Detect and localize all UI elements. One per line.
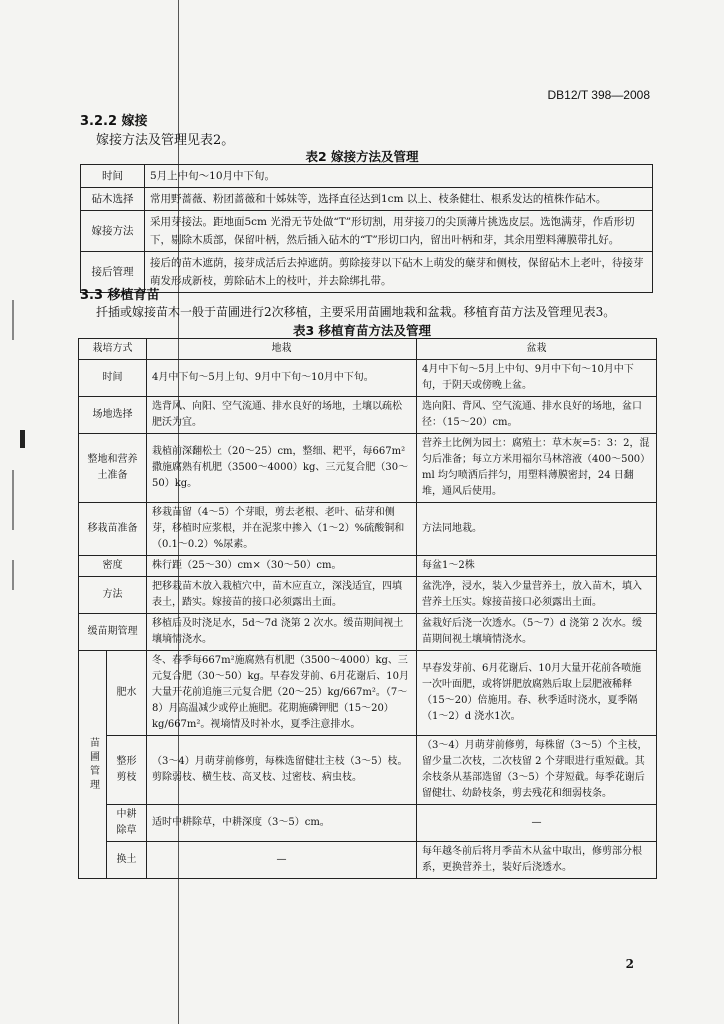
- row-label: 移栽苗准备: [79, 503, 147, 556]
- pot-cell: 每年越冬前后将月季苗木从盆中取出，修剪部分根系，更换营养土，装好后浇透水。: [417, 842, 657, 879]
- ground-cell: 移植后及时浇足水，5d～7d 浇第 2 次水。缓苗期间视土壤墒情浇水。: [147, 614, 417, 651]
- table-row: [79, 651, 657, 736]
- pot-cell: 早春发芽前、6月花谢后、10月大量开花前各喷施一次叶面肥，或将饼肥放腐熟后取上层肥液稀释（15～20）倍施用。春、秋季适时浇水，夏季隔（1～2）d 浇水1次。: [417, 651, 657, 736]
- table-row: [79, 397, 657, 434]
- table-row: [79, 842, 657, 879]
- row-label: 时间: [79, 360, 147, 397]
- row-label: 换土: [107, 842, 147, 879]
- standard-code: DB12/T 398—2008: [547, 88, 650, 102]
- pot-cell: （3～4）月萌芽前修剪，每株留（3～5）个主枝，留少量二次枝，二次枝留 2 个芽眼进行重短截。其余枝条从基部选留（3～5）个芽短截。每季花谢后留健壮、幼龄枝条，剪去残花和细弱枝条。: [417, 736, 657, 805]
- ground-cell: （3～4）月萌芽前修剪，每株选留健壮主枝（3～5）枝。剪除弱枝、横生枝、高叉枝、过密枝、病虫枝。: [147, 736, 417, 805]
- ground-cell: 选背风、向阳、空气流通、排水良好的场地，土壤以疏松肥沃为宜。: [147, 397, 417, 434]
- table2: [80, 164, 653, 293]
- ground-cell: 4月中下旬～5月上旬、9月中下旬～10月中下旬。: [147, 360, 417, 397]
- table-row: [81, 252, 653, 293]
- pot-cell: —: [417, 805, 657, 842]
- pot-cell: 盆洗净，浸水，装入少量营养土，放入苗木，填入营养土压实。嫁接苗接口必须露出土面。: [417, 577, 657, 614]
- pot-cell: 营养土比例为园土：腐殖土：草木灰=5：3：2，混匀后准备；每立方米用福尔马林溶液（400～500）ml 均匀喷洒后拌匀，用塑料薄膜密封，24 日翻堆，通风后使用。: [417, 434, 657, 503]
- header-mode: 栽培方式: [79, 339, 147, 360]
- ground-cell: 移栽苗留（4～5）个芽眼，剪去老根、老叶、砧芽和侧芽，移植时应浆根，并在泥浆中掺入（1～2）%硫酸铜和（0.1～0.2）%尿素。: [147, 503, 417, 556]
- ground-cell: 把移栽苗木放入栽植穴中，苗木应直立，深浅适宜，四填表土，踏实。嫁接苗的接口必须露出土面。: [147, 577, 417, 614]
- pot-cell: 每盆1～2株: [417, 556, 657, 577]
- row-label: 密度: [79, 556, 147, 577]
- table-row: [79, 556, 657, 577]
- table-row: [79, 805, 657, 842]
- section-text-322: 嫁接方法及管理见表2。: [96, 133, 235, 148]
- row-label: 方法: [79, 577, 147, 614]
- row-label: 嫁接方法: [81, 211, 145, 252]
- section-heading-33: 3.3 移植育苗: [80, 288, 160, 303]
- header-pot: 盆栽: [417, 339, 657, 360]
- row-content: 5月上中旬～10月中下旬。: [145, 165, 653, 188]
- ground-cell: 株行距（25～30）cm×（30～50）cm。: [147, 556, 417, 577]
- page-number: 2: [625, 957, 634, 971]
- row-content: 采用芽接法。距地面5cm 光滑无节处做“T”形切割，用芽接刀的尖顶薄片挑选皮层。选饱满芽，作盾形切下，剔除木质部，保留叶柄，然后插入砧木的“T”形切口内，留出叶柄和芽，其余用塑料薄膜带扎好。: [145, 211, 653, 252]
- pot-cell: 4月中下旬～5月上中旬、9月中下旬～10月中下旬，于阴天或傍晚上盆。: [417, 360, 657, 397]
- ground-cell: 冬、春季每667m²施腐熟有机肥（3500～4000）kg、三元复合肥（30～50）kg。早春发芽前、6月花谢后、10月大量开花前追施三元复合肥（20～25）kg/667m²。（7～8）月高温减少或停止施肥。花期施磷钾肥（15～20）kg/667m²。视墒情及时补水，夏季注意排水。: [147, 651, 417, 736]
- table2-caption: 表2 嫁接方法及管理: [305, 149, 419, 164]
- row-label: 场地选择: [79, 397, 147, 434]
- nursery-group-cell: [79, 651, 107, 879]
- row-label: 整地和营养土准备: [79, 434, 147, 503]
- row-label: 缓苗期管理: [79, 614, 147, 651]
- pot-cell: 方法同地栽。: [417, 503, 657, 556]
- row-label: 肥水: [107, 651, 147, 736]
- row-label: 整形剪枝: [107, 736, 147, 805]
- table-row: [79, 503, 657, 556]
- table-row: [79, 614, 657, 651]
- header-ground: 地栽: [147, 339, 417, 360]
- table-row: [81, 188, 653, 211]
- ground-cell: 栽植前深翻松土（20～25）cm，整细、耙平，每667m²撒施腐熟有机肥（3500～4000）kg、三元复合肥（30～50）kg。: [147, 434, 417, 503]
- table-header-row: [79, 339, 657, 360]
- row-label: 时间: [81, 165, 145, 188]
- section-text-33: 扦插或嫁接苗木一般于苗圃进行2次移植，主要采用苗圃地栽和盆栽。移植育苗方法及管理见表3。: [96, 305, 616, 319]
- pot-cell: 盆栽好后浇一次透水。（5～7）d 浇第 2 次水。缓苗期间视土壤墒情浇水。: [417, 614, 657, 651]
- table3: [78, 338, 657, 879]
- nursery-group-label: 苗圃管理: [87, 736, 99, 793]
- scan-edge-mark: [12, 470, 14, 530]
- table-row: [79, 360, 657, 397]
- row-label: 中耕除草: [107, 805, 147, 842]
- row-label: 接后管理: [81, 252, 145, 293]
- table-row: [81, 211, 653, 252]
- scan-edge-mark: [20, 430, 25, 448]
- ground-cell: 适时中耕除草，中耕深度（3～5）cm。: [147, 805, 417, 842]
- table-row: [79, 434, 657, 503]
- table-row: [81, 165, 653, 188]
- row-content: 接后的苗木遮荫，接芽成活后去掉遮荫。剪除接芽以下砧木上萌发的蘖芽和侧枝，保留砧木上老叶，待接芽萌发形成新枝，剪除砧木上的枝叶，并去除绑扎带。: [145, 252, 653, 293]
- row-label: 砧木选择: [81, 188, 145, 211]
- table3-caption: 表3 移植育苗方法及管理: [292, 323, 432, 338]
- table-row: [79, 577, 657, 614]
- section-heading-322: 3.2.2 嫁接: [80, 114, 148, 129]
- table-row: [79, 736, 657, 805]
- pot-cell: 选向阳、背风、空气流通、排水良好的场地，盆口径：（15～20）cm。: [417, 397, 657, 434]
- row-content: 常用野蔷薇、粉团蔷薇和十姊妹等，选择直径达到1cm 以上、枝条健壮、根系发达的植株作砧木。: [145, 188, 653, 211]
- scan-edge-mark: [12, 560, 14, 590]
- ground-cell: —: [147, 842, 417, 879]
